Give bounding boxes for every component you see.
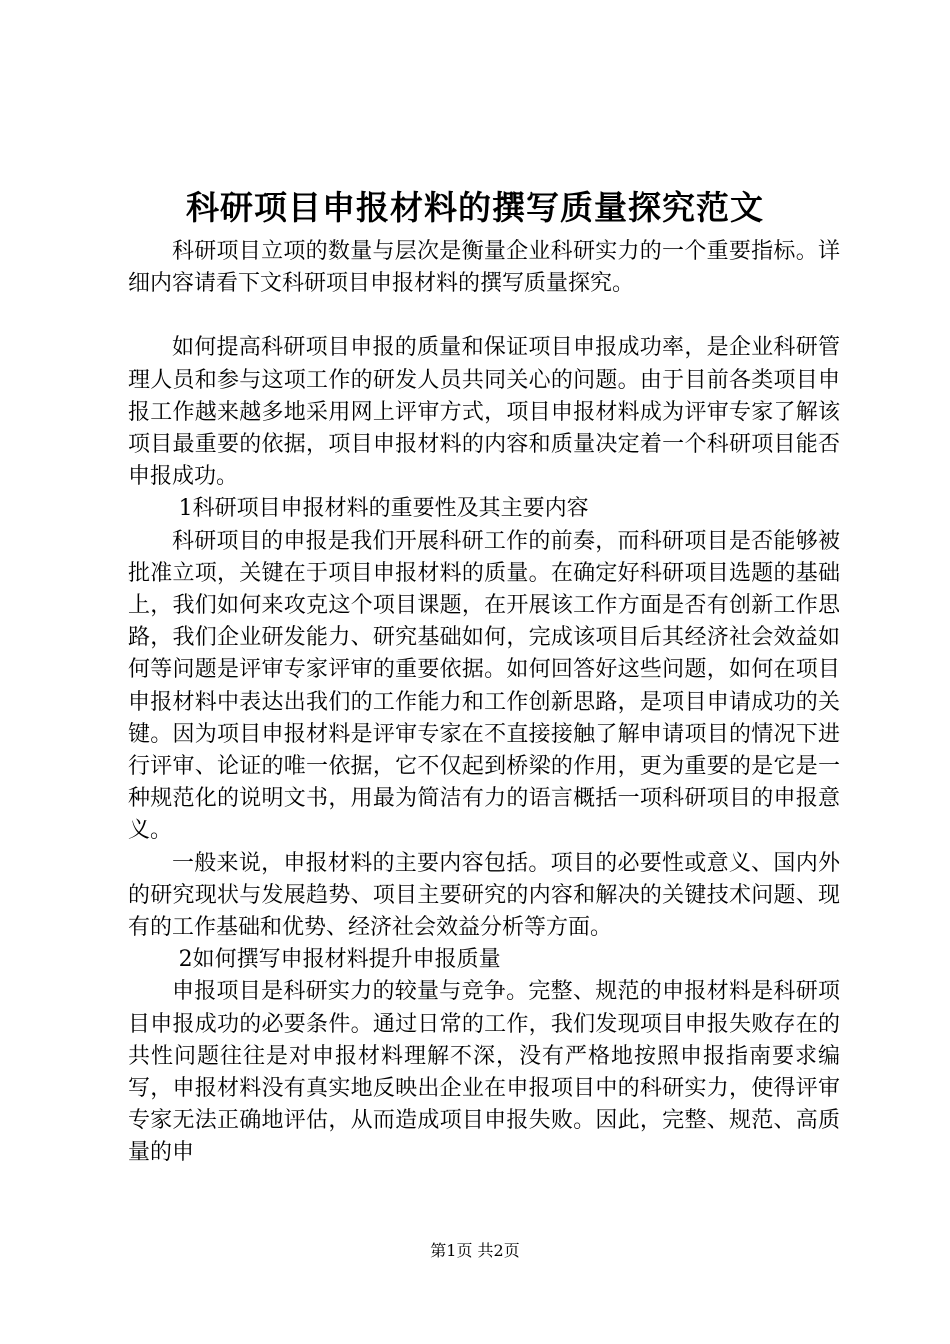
page-footer: 第1页 共2页 <box>430 1241 520 1260</box>
section-heading-1: 1科研项目申报材料的重要性及其主要内容 <box>178 496 589 522</box>
document-body <box>128 236 840 1170</box>
body-paragraph: 如何提高科研项目申报的质量和保证项目申报成功率，是企业科研管理人员和参与这项工作的研发人员共同关心的问题。由于目前各类项目申报工作越来越多地采用网上评审方式，项目申报材料成为评审专家了解该项目最重要的依据，项目申报材料的内容和质量决定着一个科研项目能否申报成功。 <box>128 335 840 490</box>
section-heading-2: 2如何撰写申报材料提升申报质量 <box>178 947 501 973</box>
paragraph-spacer <box>128 300 840 332</box>
body-paragraph: 申报项目是科研实力的较量与竞争。完整、规范的申报材料是科研项目申报成功的必要条件。通过日常的工作，我们发现项目申报失败存在的共性问题往往是对申报材料理解不深，没有严格地按照申报指南要求编写，申报材料没有真实地反映出企业在申报项目中的科研实力，使得评审专家无法正确地评估，从而造成项目申报失败。因此，完整、规范、高质量的申 <box>128 979 840 1166</box>
body-paragraph: 一般来说，申报材料的主要内容包括。项目的必要性或意义、国内外的研究现状与发展趋势、项目主要研究的内容和解决的关键技术问题、现有的工作基础和优势、经济社会效益分析等方面。 <box>128 850 840 941</box>
intro-paragraph: 科研项目立项的数量与层次是衡量企业科研实力的一个重要指标。详细内容请看下文科研项目申报材料的撰写质量探究。 <box>128 239 840 297</box>
document-title: 科研项目申报材料的撰写质量探究范文 <box>186 188 764 227</box>
body-paragraph: 科研项目的申报是我们开展科研工作的前奏，而科研项目是否能够被批准立项，关键在于项目申报材料的质量。在确定好科研项目选题的基础上，我们如何来攻克这个项目课题，在开展该工作方面是否有创新工作思路，我们企业研发能力、研究基础如何，完成该项目后其经济社会效益如何等问题是评审专家评审的重要依据。如何回答好这些问题，如何在项目申报材料中表达出我们的工作能力和工作创新思路，是项目申请成功的关键。因为项目申报材料是评审专家在不直接接触了解申请项目的情况下进行评审、论证的唯一依据，它不仅起到桥梁的作用，更为重要的是它是一种规范化的说明文书，用最为简洁有力的语言概括一项科研项目的申报意义。 <box>128 528 840 844</box>
